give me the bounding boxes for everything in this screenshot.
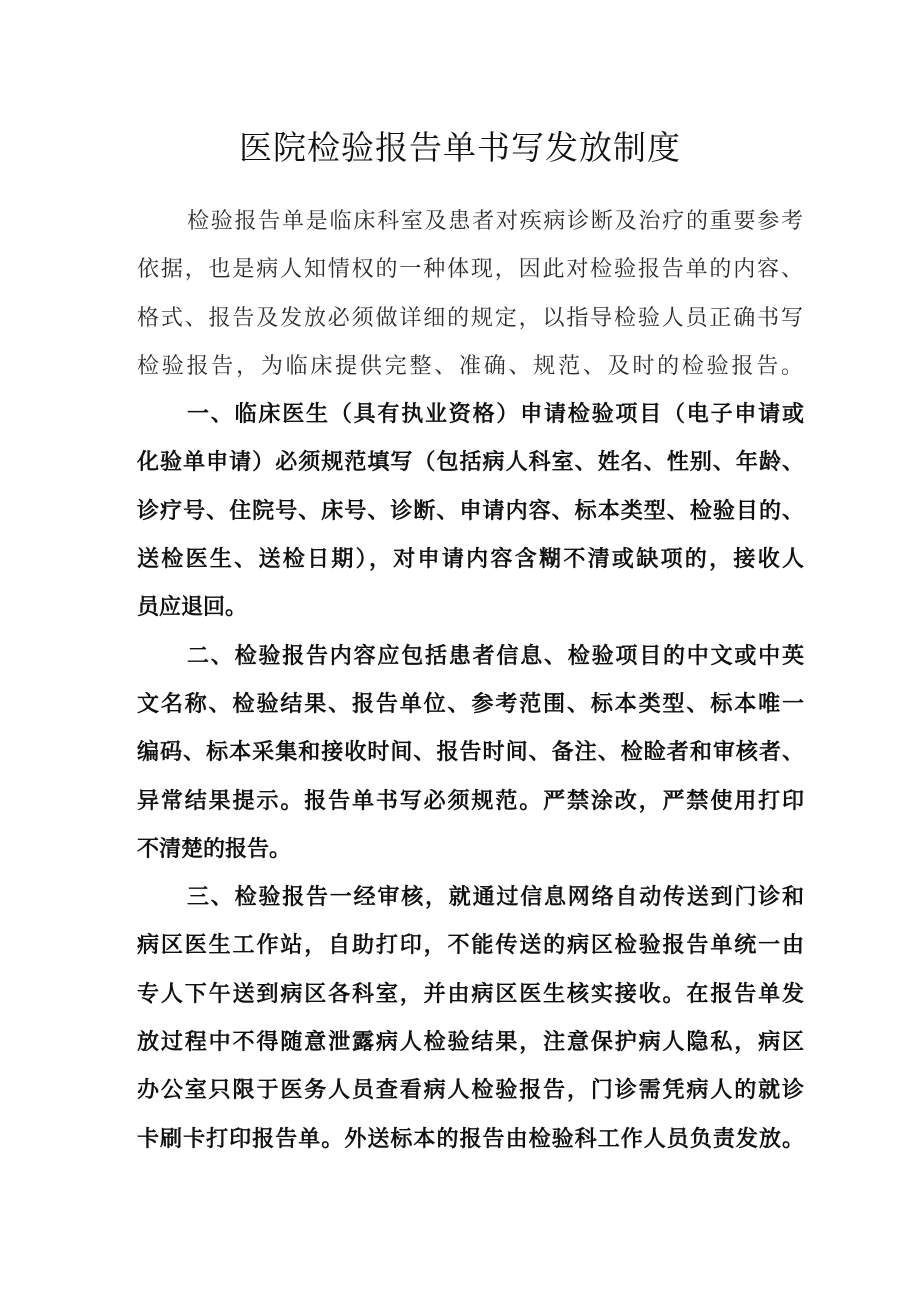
- text-line: 三、检验报告一经审核，就通过信息网络自动传送到门诊和: [187, 885, 804, 911]
- text-line: 不清楚的报告。: [137, 836, 292, 862]
- text-line: 异常结果提示。报告单书写必须规范。严禁涂改，严禁使用打印: [137, 788, 804, 814]
- text-line: 化验单申请）必须规范填写（包括病人科室、姓名、性别、年龄、: [137, 450, 804, 476]
- document-body: [137, 198, 804, 1164]
- text-line: 病区医生工作站，自助打印，不能传送的病区检验报告单统一由: [137, 933, 804, 959]
- text-line: 诊疗号、住院号、床号、诊断、申请内容、标本类型、检验目的、: [137, 498, 804, 524]
- text-line: 卡刷卡打印报告单。外送标本的报告由检验科工作人员负责发放。: [137, 1126, 804, 1152]
- text-line: 送检医生、送检日期），对申请内容含糊不清或缺项的，接收人: [137, 547, 804, 573]
- text-line: 格式、报告及发放必须做详细的规定，以指导检验人员正确书写: [137, 305, 804, 331]
- text-line: 专人下午送到病区各科室，并由病区医生核实接收。在报告单发: [137, 981, 804, 1007]
- text-line: 文名称、检验结果、报告单位、参考范围、标本类型、标本唯一: [137, 691, 804, 717]
- text-line: 员应退回。: [137, 595, 248, 621]
- text-line: 二、检验报告内容应包括患者信息、检验项目的中文或中英: [187, 643, 804, 669]
- paragraph-intro: [137, 198, 804, 391]
- text-line: 放过程中不得随意泄露病人检验结果，注意保护病人隐私，病区: [137, 1030, 804, 1056]
- paragraph-section-1: [137, 391, 804, 632]
- text-line: 办公室只限于医务人员查看病人检验报告，门诊需凭病人的就诊: [137, 1078, 804, 1104]
- text-line: 检验报告，为临床提供完整、准确、规范、及时的检验报告。: [137, 353, 804, 379]
- text-line: 检验报告单是临床科室及患者对疾病诊断及治疗的重要参考: [187, 209, 804, 234]
- paragraph-section-2: [137, 633, 804, 874]
- paragraph-section-3: [137, 874, 804, 1164]
- text-line: 一、临床医生（具有执业资格）申请检验项目（电子申请或: [187, 402, 804, 428]
- text-line: 依据，也是病人知情权的一种体现，因此对检验报告单的内容、: [137, 257, 804, 283]
- document-title: 医院检验报告单书写发放制度: [239, 128, 681, 167]
- text-line: 编码、标本采集和接收时间、报告时间、备注、检睑者和审核者、: [137, 740, 804, 766]
